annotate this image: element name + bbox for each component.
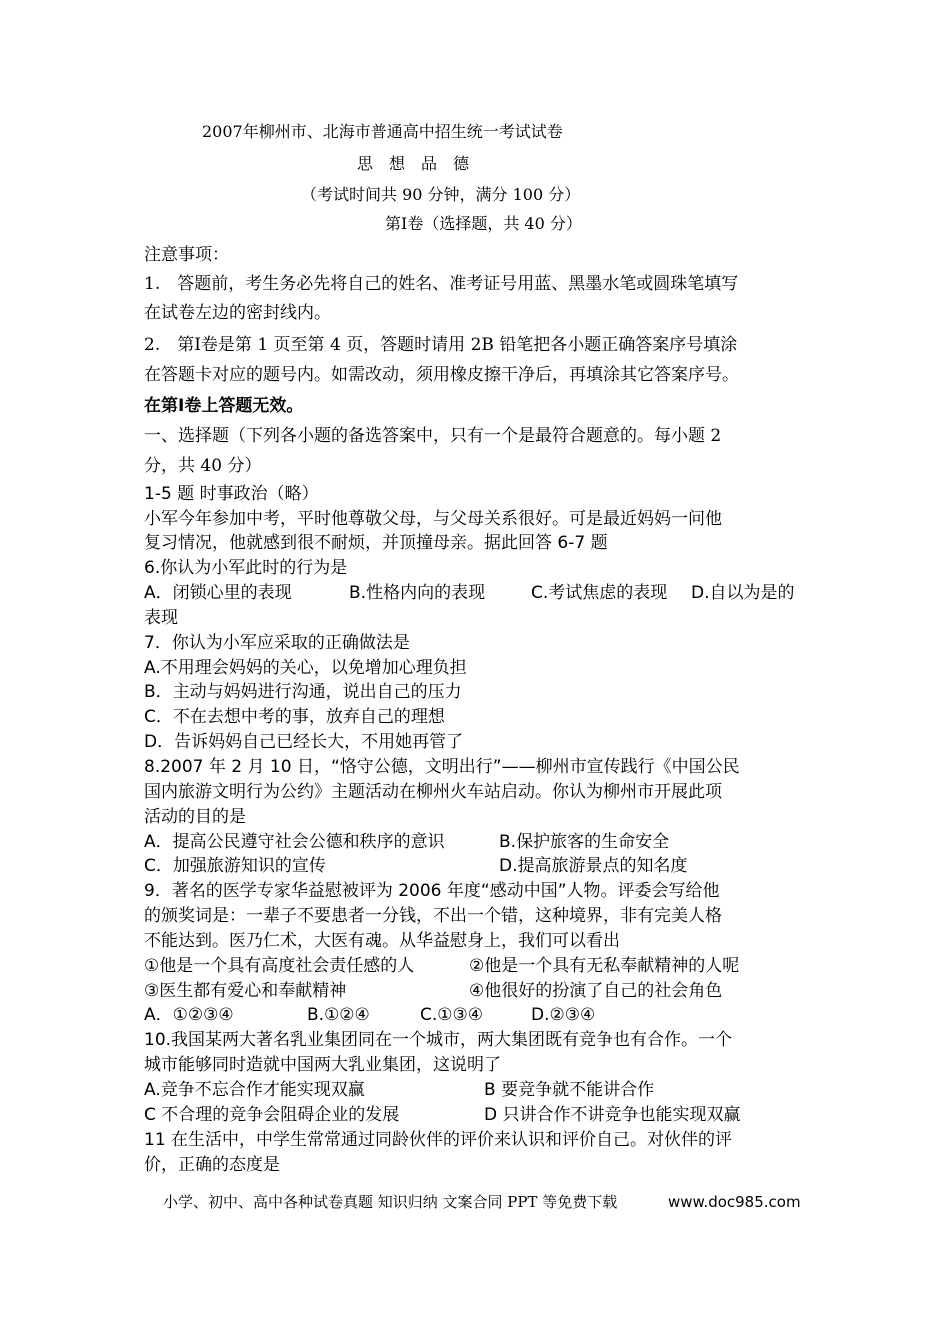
notice-item-1: 1. 答题前，考生务必先将自己的姓名、准考证号用蓝、黑墨水笔或圆珠笔填写 [144, 274, 739, 294]
question-7-option-c: C．不在去想中考的事，放弃自己的理想 [144, 707, 445, 727]
option-a: A．闭锁心里的表现 [144, 583, 292, 603]
question-1-5: 1-5 题 时事政治（略） [144, 484, 319, 504]
scenario-intro-cont: 复习情况，他就感到很不耐烦，并顶撞母亲。据此回答 6-7 题 [144, 533, 608, 553]
question-7-option-d: D．告诉妈妈自己已经长大，不用她再管了 [144, 732, 464, 752]
exam-time-note: （考试时间共 90 分钟，满分 100 分） [301, 185, 581, 204]
notice-warning: 在第Ⅰ卷上答题无效。 [144, 396, 304, 416]
question-7-option-b: B．主动与妈妈进行沟通，说出自己的压力 [144, 682, 462, 702]
option-d: D.②③④ [531, 1005, 596, 1025]
question-9: 9．著名的医学专家华益慰被评为 2006 年度“感动中国”人物。评委会写给他 [144, 881, 720, 901]
question-9-cont-1: 的颁奖词是：一辈子不要患者一分钱，不出一个错，这种境界，非有完美人格 [144, 906, 722, 926]
option-d: D.自以为是的 [691, 583, 795, 603]
subject-title: 思 想 品 德 [357, 154, 470, 173]
question-6-option-d-cont: 表现 [144, 608, 178, 628]
footer-text: 小学、初中、高中各种试卷真题 知识归纳 文案合同 PPT 等免费下载 [163, 1193, 618, 1211]
section-heading-cont: 分，共 40 分） [144, 456, 262, 476]
option-b: B.①②④ [307, 1005, 370, 1025]
option-c: C 不合理的竞争会阻碍企业的发展 [144, 1105, 400, 1125]
part-heading: 第Ⅰ卷（选择题，共 40 分） [385, 214, 582, 233]
section-heading: 一、选择题（下列各小题的备选答案中，只有一个是最符合题意的。每小题 2 [144, 426, 722, 446]
scenario-intro: 小军今年参加中考，平时他尊敬父母，与父母关系很好。可是最近妈妈一问他 [144, 509, 722, 529]
statement-2: ②他是一个具有无私奉献精神的人呢 [469, 956, 740, 976]
statement-3: ③医生都有爱心和奉献精神 [144, 981, 347, 1001]
question-7: 7．你认为小军应采取的正确做法是 [144, 633, 410, 653]
notice-item-1-cont: 在试卷左边的密封线内。 [144, 303, 331, 323]
question-6: 6.你认为小军此时的行为是 [144, 558, 348, 578]
option-d: D.提高旅游景点的知名度 [499, 856, 688, 876]
question-11: 11 在生活中，中学生常常通过同龄伙伴的评价来认识和评价自己。对伙伴的评 [144, 1130, 733, 1150]
notice-item-2-cont: 在答题卡对应的题号内。如需改动，须用橡皮擦干净后，再填涂其它答案序号。 [144, 365, 739, 385]
option-c: C.①③④ [420, 1005, 483, 1025]
question-10-cont: 城市能够同时造就中国两大乳业集团，这说明了 [144, 1055, 501, 1075]
question-11-cont: 价，正确的态度是 [144, 1155, 280, 1175]
question-9-cont-2: 不能达到。医乃仁术，大医有魂。从华益慰身上，我们可以看出 [144, 931, 620, 951]
footer-url[interactable]: www.doc985.com [668, 1193, 801, 1211]
option-c: C．加强旅游知识的宣传 [144, 856, 326, 876]
option-b: B 要竞争就不能讲合作 [484, 1080, 655, 1100]
question-7-option-a: A.不用理会妈妈的关心，以免增加心理负担 [144, 658, 467, 678]
statement-4: ④他很好的扮演了自己的社会角色 [469, 981, 723, 1001]
option-d: D 只讲合作不讲竞争也能实现双赢 [484, 1105, 741, 1125]
option-c: C.考试焦虑的表现 [531, 583, 668, 603]
option-a: A.竞争不忘合作才能实现双赢 [144, 1080, 365, 1100]
option-b: B.性格内向的表现 [349, 583, 486, 603]
question-8-cont-1: 国内旅游文明行为公约》主题活动在柳州火车站启动。你认为柳州市开展此项 [144, 782, 722, 802]
option-a: A．提高公民遵守社会公德和秩序的意识 [144, 832, 445, 852]
notice-heading: 注意事项： [144, 245, 229, 265]
statement-1: ①他是一个具有高度社会责任感的人 [144, 956, 415, 976]
question-8: 8.2007 年 2 月 10 日，“恪守公德，文明出行”——柳州市宣传践行《中国公民 [144, 757, 740, 777]
exam-title: 2007年柳州市、北海市普通高中招生统一考试试卷 [202, 122, 563, 141]
option-b: B.保护旅客的生命安全 [499, 832, 670, 852]
notice-item-2: 2. 第Ⅰ卷是第 1 页至第 4 页，答题时请用 2B 铅笔把各小题正确答案序号填涂 [144, 335, 738, 355]
question-10: 10.我国某两大著名乳业集团同在一个城市，两大集团既有竞争也有合作。一个 [144, 1030, 733, 1050]
option-a: A．①②③④ [144, 1005, 234, 1025]
question-8-cont-2: 活动的目的是 [144, 807, 246, 827]
